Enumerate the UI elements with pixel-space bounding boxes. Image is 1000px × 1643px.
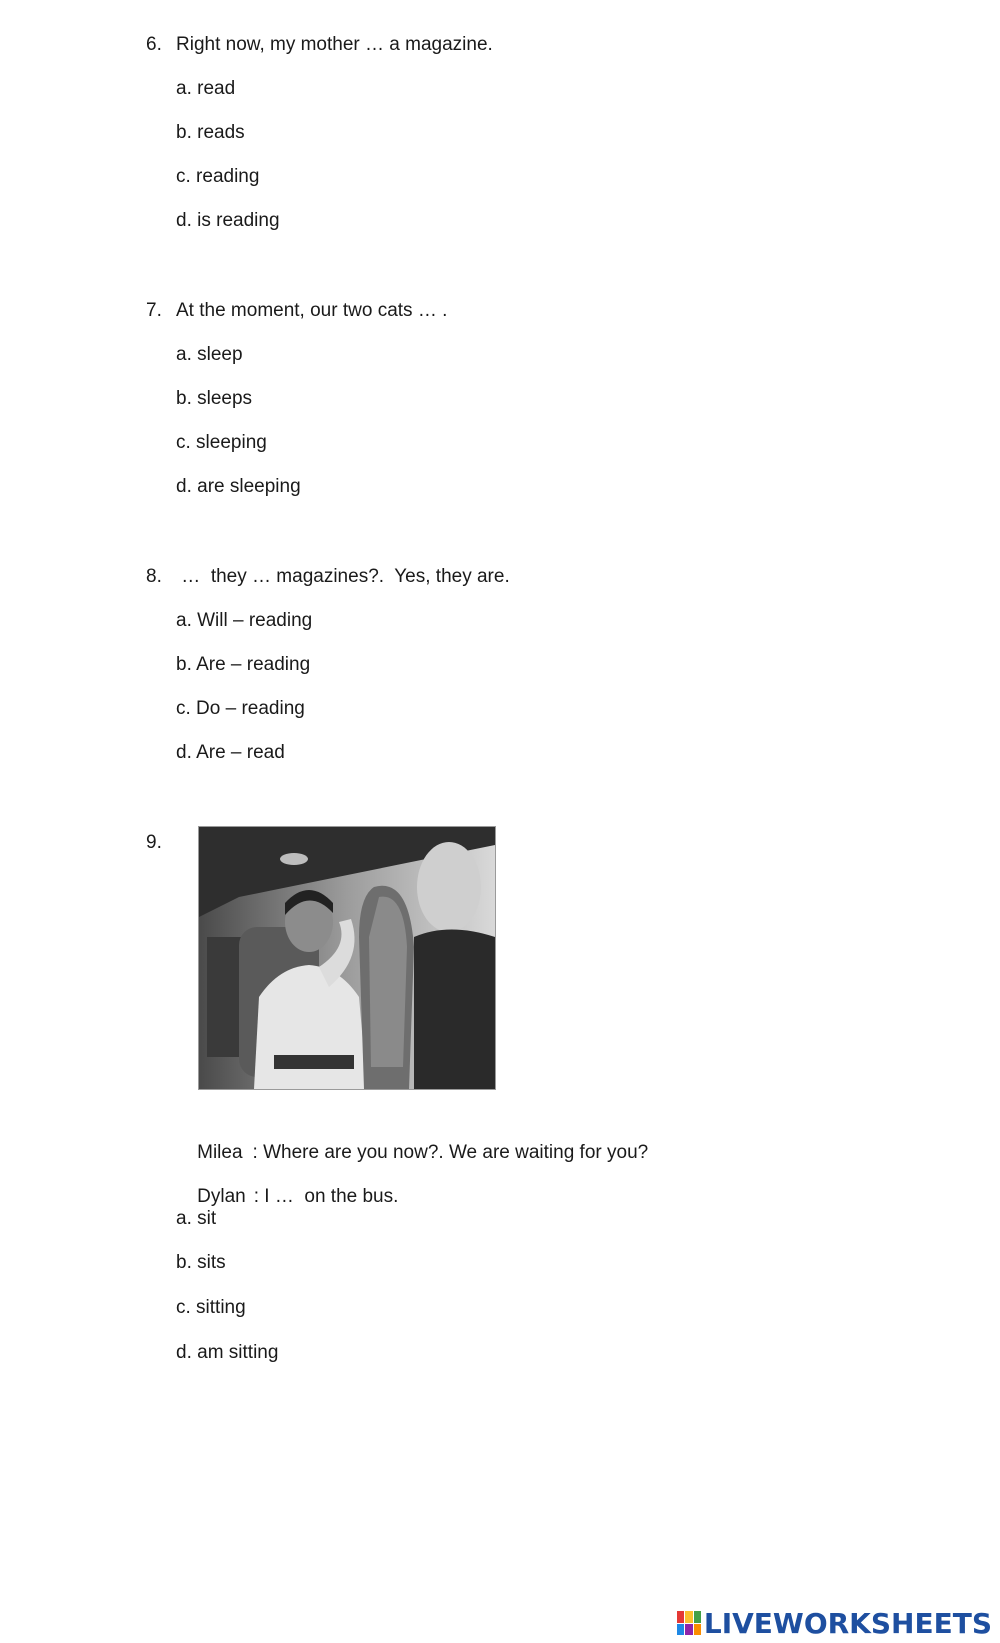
answer-option: b. sits [176,1252,226,1273]
answer-option: b. Are – reading [176,654,311,675]
answer-option: c. Do – reading [176,698,305,719]
speaker-name: Milea [197,1142,243,1163]
bus-passenger-photo-icon [199,827,495,1089]
answer-option: d. Are – read [176,742,285,763]
answer-option: c. reading [176,166,260,187]
dialogue-text: : I … on the bus. [253,1186,399,1207]
answer-option: b. sleeps [176,388,253,409]
brand-wordmark: LIVEWORKSHEETS [703,1606,992,1640]
answer-option: d. are sleeping [176,476,301,497]
answer-option: d. is reading [176,210,280,231]
question-number: 6. [146,34,162,55]
question-number: 9. [146,832,162,853]
answer-option: a. Will – reading [176,610,313,631]
answer-option: c. sleeping [176,432,267,453]
answer-option: c. sitting [176,1297,246,1318]
answer-option: a. sit [176,1208,217,1229]
speaker-name: Dylan [197,1186,246,1207]
dialogue-text: : Where are you now?. We are waiting for you? [252,1142,649,1163]
answer-option: a. read [176,78,236,99]
question-number: 7. [146,300,162,321]
bus-photo [198,826,496,1090]
liveworksheets-logo [677,1607,992,1639]
answer-option: a. sleep [176,344,243,365]
question-stem: At the moment, our two cats … . [176,300,448,321]
question-number: 8. [146,566,162,587]
answer-option: d. am sitting [176,1342,279,1363]
liveworksheets-logo-icon [677,1611,701,1635]
question-stem: Right now, my mother … a magazine. [176,34,493,55]
question-stem: … they … magazines?. Yes, they are. [176,566,510,587]
answer-option: b. reads [176,122,245,143]
